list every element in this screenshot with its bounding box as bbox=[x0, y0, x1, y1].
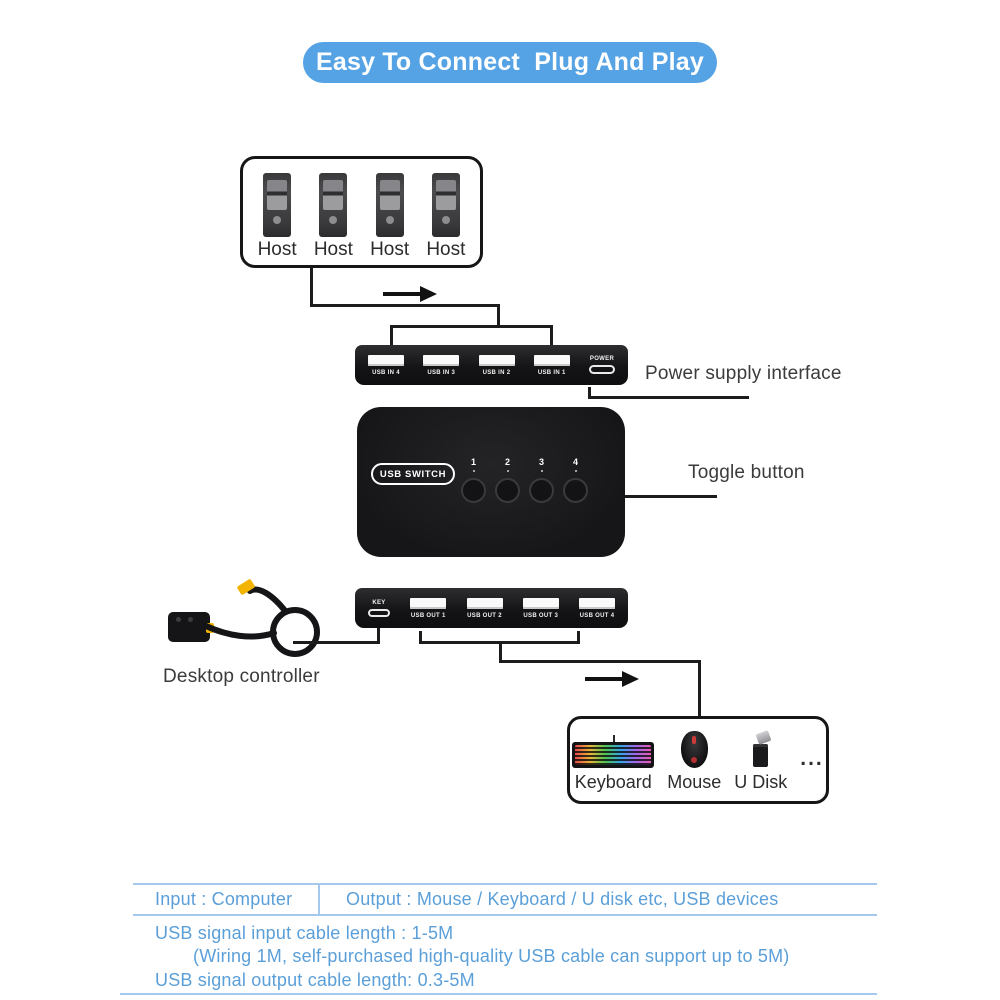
banner bbox=[303, 42, 717, 83]
computer-tower-icon bbox=[319, 173, 347, 237]
computer-tower-icon bbox=[432, 173, 460, 237]
host-item bbox=[258, 173, 297, 261]
push-button-icon bbox=[529, 478, 554, 503]
port-label: USB OUT 3 bbox=[523, 612, 559, 619]
device-label: U Disk bbox=[734, 772, 788, 792]
connector-line bbox=[310, 268, 313, 307]
right-arrow-icon bbox=[585, 671, 641, 687]
computer-tower-icon bbox=[376, 173, 404, 237]
usb-a-port-icon bbox=[368, 355, 404, 366]
button-number: 1 bbox=[470, 457, 476, 467]
host-label: Host bbox=[257, 239, 297, 260]
connector-line bbox=[390, 325, 553, 328]
table-border-top bbox=[133, 883, 877, 885]
device-item-mouse bbox=[667, 731, 721, 793]
table-input-cell: Input : Computer bbox=[155, 889, 293, 909]
controller-annotation: Desktop controller bbox=[163, 666, 320, 687]
button-number: 4 bbox=[572, 457, 578, 467]
usb-a-port-icon bbox=[479, 355, 515, 366]
push-button-icon bbox=[563, 478, 588, 503]
device-item-keyboard bbox=[572, 742, 654, 793]
usb-out-port bbox=[579, 598, 615, 619]
table-border-mid bbox=[133, 914, 877, 916]
table-note: USB signal output cable length: 0.3-5M bbox=[155, 970, 475, 990]
table-note: (Wiring 1M, self-purchased high-quality USB cable can support up to 5M) bbox=[193, 946, 790, 966]
mouse-icon bbox=[681, 731, 708, 768]
usb-a-port-icon bbox=[467, 598, 503, 609]
toggle-button-2 bbox=[495, 457, 520, 503]
connector-line bbox=[497, 304, 500, 327]
button-number: 3 bbox=[538, 457, 544, 467]
port-label: USB IN 1 bbox=[537, 369, 566, 376]
keyboard-icon bbox=[572, 742, 654, 768]
port-label: POWER bbox=[589, 356, 615, 362]
led-indicator-icon bbox=[575, 470, 577, 472]
toggle-button-3 bbox=[529, 457, 554, 503]
usb-a-port-icon bbox=[523, 598, 559, 609]
led-indicator-icon bbox=[541, 470, 543, 472]
usb-switch-badge-text: USB SWITCH bbox=[379, 468, 447, 480]
computer-tower-icon bbox=[263, 173, 291, 237]
usb-in-port bbox=[368, 355, 404, 376]
usb-out-port bbox=[410, 598, 446, 619]
led-indicator-icon bbox=[507, 470, 509, 472]
toggle-buttons bbox=[461, 457, 588, 503]
table-note: USB signal input cable length : 1-5M bbox=[155, 923, 454, 943]
push-button-icon bbox=[461, 478, 486, 503]
port-label: USB IN 2 bbox=[482, 369, 511, 376]
usb-a-port-icon bbox=[534, 355, 570, 366]
port-label: USB OUT 4 bbox=[579, 612, 615, 619]
usb-out-panel bbox=[355, 588, 628, 628]
port-label: KEY bbox=[372, 599, 386, 606]
usb-a-port-icon bbox=[579, 598, 615, 609]
device-item-udisk bbox=[734, 732, 787, 793]
usb-in-port bbox=[534, 355, 570, 376]
ellipsis-icon: ... bbox=[800, 747, 824, 770]
device-label: Mouse bbox=[667, 772, 722, 792]
power-port-icon bbox=[589, 365, 615, 374]
led-indicator-icon bbox=[473, 470, 475, 472]
button-number: 2 bbox=[504, 457, 510, 467]
connector-line bbox=[310, 304, 500, 307]
table-border-bottom bbox=[120, 993, 877, 995]
usb-a-port-icon bbox=[423, 355, 459, 366]
usb-in-port bbox=[479, 355, 515, 376]
connector-line bbox=[550, 325, 553, 346]
output-devices-box bbox=[567, 716, 829, 804]
annotation-line bbox=[625, 495, 717, 498]
host-item bbox=[426, 173, 465, 261]
usb-out-port bbox=[523, 598, 559, 619]
host-item bbox=[314, 173, 353, 261]
host-group-box bbox=[240, 156, 483, 268]
push-button-icon bbox=[495, 478, 520, 503]
controller-cable-icon bbox=[200, 578, 350, 663]
port-label: USB OUT 1 bbox=[410, 612, 446, 619]
connector-line bbox=[293, 641, 380, 644]
port-label: USB IN 3 bbox=[427, 369, 456, 376]
port-label: USB OUT 2 bbox=[467, 612, 502, 619]
table-divider bbox=[318, 883, 320, 916]
connector-line bbox=[698, 660, 701, 717]
usb-out-port bbox=[467, 598, 503, 619]
host-label: Host bbox=[370, 239, 410, 260]
usb-drive-icon bbox=[751, 732, 771, 768]
port-label: USB IN 4 bbox=[372, 369, 400, 376]
usb-in-panel bbox=[355, 345, 628, 385]
toggle-annotation: Toggle button bbox=[688, 462, 805, 483]
banner-text: Easy To Connect Plug And Play bbox=[315, 48, 704, 76]
connector-line bbox=[390, 325, 393, 346]
device-label: Keyboard bbox=[574, 772, 652, 792]
usb-switch-device bbox=[357, 407, 625, 557]
connector-line bbox=[499, 660, 701, 663]
usb-switch-badge bbox=[371, 463, 455, 485]
usb-in-port bbox=[423, 355, 459, 376]
power-annotation: Power supply interface bbox=[645, 363, 842, 384]
host-label: Host bbox=[313, 239, 353, 260]
usb-a-port-icon bbox=[410, 598, 446, 609]
power-port bbox=[589, 356, 615, 374]
host-item bbox=[370, 173, 409, 261]
key-port bbox=[368, 600, 390, 617]
toggle-button-1 bbox=[461, 457, 486, 503]
toggle-button-4 bbox=[563, 457, 588, 503]
table-output-cell: Output : Mouse / Keyboard / U disk etc, USB devices bbox=[346, 889, 779, 909]
right-arrow-icon bbox=[383, 286, 439, 302]
key-port-icon bbox=[368, 609, 390, 617]
annotation-line bbox=[588, 396, 749, 399]
host-label: Host bbox=[426, 239, 466, 260]
